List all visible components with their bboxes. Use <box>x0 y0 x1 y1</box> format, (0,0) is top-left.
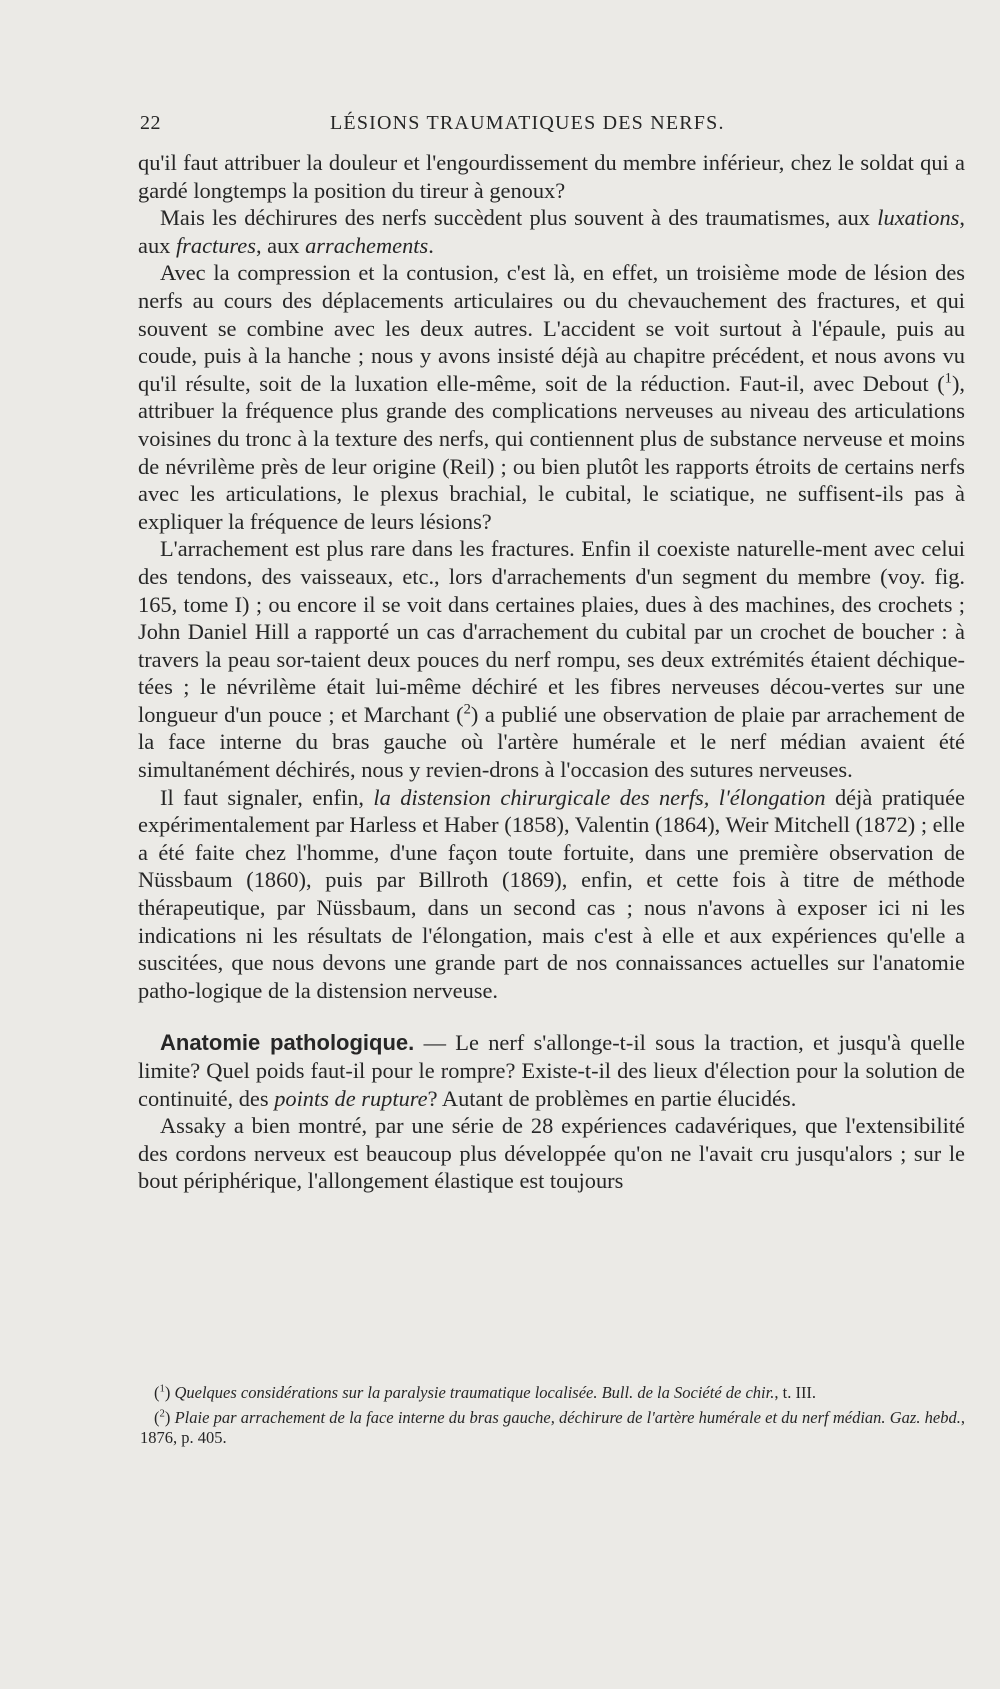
paragraph: L'arrachement est plus rare dans les fractures. Enfin il coexiste naturelle-ment avec celui des tendons, des vaisseaux, etc., lors d'arrachements d'un segment du membre (voy. fig. 165, tome I) ; ou encore il se voit dans certaines plaies, dues à des machines, des crochets ; John Daniel Hill a rapporté un cas d'arrachement du cubital par un crochet de boucher : à travers la peau sor-taient deux pouces du nerf rompu, ses deux extrémités étaient déchique-tées ; le névrilème était lui-même déchiré et les fibres nerveuses décou-vertes sur une longueur d'un pouce ; et Marchant ($^2$) a publié une observation de plaie par arrachement de la face interne du bras gauche où l'artère humérale et le nerf médian avaient été simultanément déchirés, nous y revien-drons à l'occasion des sutures nerveuses. <box>138 536 965 783</box>
running-title: LÉSIONS TRAUMATIQUES DES NERFS. <box>330 112 725 134</box>
page-number: 22 <box>140 112 161 134</box>
section-paragraph <box>138 1029 965 1112</box>
section-title: Anatomie pathologique. <box>160 1030 415 1056</box>
section-lead-text: — Le nerf s'allonge-t-il sous la traction, et jusqu'à quelle limite? Quel poids faut-il pour le rompre? Existe-t-il des lieux d'élection pour la solution de continuité, des points de rupture? Autant de problèmes en partie élucidés. <box>138 1030 965 1111</box>
paragraph: qu'il faut attribuer la douleur et l'engourdissement du membre inférieur, chez le soldat qui a gardé longtemps la position du tireur à genoux? <box>138 150 965 203</box>
page-header <box>140 112 970 135</box>
footnote: ($^1$) Quelques considérations sur la paralysie traumatique localisée. Bull. de la Société de chir., t. III. <box>154 1382 817 1402</box>
paragraph: Avec la compression et la contusion, c'est là, en effet, un troisième mode de lésion des nerfs au cours des déplacements articulaires ou du chevauchement des fractures, et qui souvent se combine avec les deux autres. L'accident se voit surtout à l'épaule, puis au coude, puis à la hanche ; nous y avons insisté déjà au chapitre précédent, et nous avons vu qu'il résulte, soit de la luxation elle-même, soit de la réduction. Faut-il, avec Debout ($^1$), attribuer la fréquence plus grande des complications nerveuses au niveau des articulations voisines du tronc à la texture des nerfs, qui contiennent plus de substance nerveuse et moins de névrilème près de leur origine (Reil) ; ou bien plutôt les rapports étroits de certains nerfs avec les articulations, le plexus brachial, le cubital, le sciatique, ne suffisent-ils pas à expliquer la fréquence de leurs lésions? <box>138 260 965 534</box>
footnote: ($^2$) Plaie par arrachement de la face interne du bras gauche, déchirure de l'artère humérale et du nerf médian. Gaz. hebd., 1876, p. 405. <box>140 1407 965 1447</box>
paragraph: Assaky a bien montré, par une série de 28 expériences cadavériques, que l'extensibilité des cordons nerveux est beaucoup plus développée qu'on ne l'avait cru jusqu'alors ; sur le bout périphérique, l'allongement élastique est toujours <box>138 1113 965 1194</box>
main-text <box>138 149 965 1195</box>
paragraph: Il faut signaler, enfin, la distension chirurgicale des nerfs, l'élongation déjà pratiquée expérimentalement par Harless et Haber (1858), Valentin (1864), Weir Mitchell (1872) ; elle a été faite chez l'homme, d'une façon toute fortuite, dans une première observation de Nüssbaum (1860), puis par Billroth (1869), enfin, et cette fois à titre de méthode thérapeutique, par Nüssbaum, dans un second cas ; nous n'avons à exposer ici ni les indications ni les résultats de l'élongation, mais c'est à elle et aux expériences qu'elle a suscitées, que nous devons une grande part de nos connaissances actuelles sur l'anatomie patho-logique de la distension nerveuse. <box>138 784 965 1003</box>
paragraph: Mais les déchirures des nerfs succèdent plus souvent à des traumatismes, aux luxations, aux fractures, aux arrachements. <box>138 205 965 258</box>
footnotes <box>140 1383 965 1453</box>
